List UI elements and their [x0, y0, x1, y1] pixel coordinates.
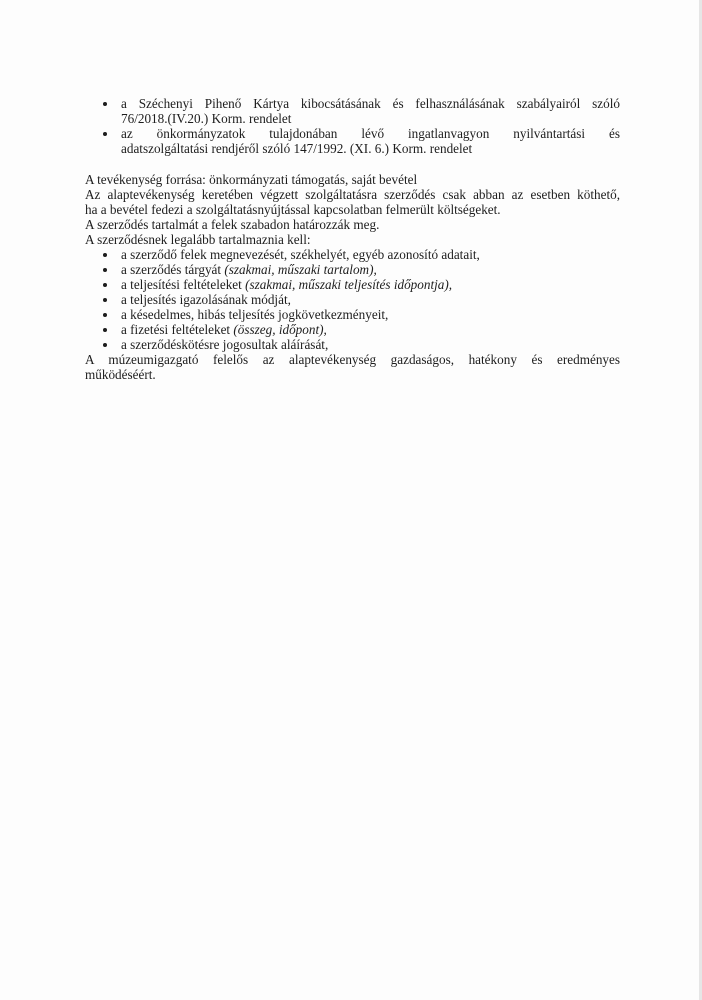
requirement-text: a szerződéskötésre jogosultak aláírását, — [121, 337, 329, 352]
regulation-item — [85, 96, 620, 126]
document-body — [85, 96, 620, 382]
regulation-line: adatszolgáltatási rendjéről szóló 147/1992. (XI. 6.) Korm. rendelet — [121, 141, 473, 156]
closing-line: A múzeumigazgató felelős az alaptevékenység gazdaságos, hatékony és eredményes — [85, 352, 620, 367]
bullet-icon — [103, 132, 107, 136]
bullet-icon — [103, 102, 107, 106]
bullet-icon — [103, 268, 107, 272]
requirement-text: a késedelmes, hibás teljesítés jogkövetkezményeit, — [121, 307, 389, 322]
requirement-item — [85, 337, 620, 352]
requirement-text: a teljesítési feltételeket — [121, 277, 246, 292]
requirement-text: a teljesítés igazolásának módját, — [121, 292, 291, 307]
requirement-note: (szakmai, műszaki tartalom), — [224, 262, 377, 277]
contract-intro-line: Az alaptevékenység keretében végzett szolgáltatásra szerződés csak abban az esetben köthető, — [85, 187, 620, 202]
funding-source-text: A tevékenység forrása: önkormányzati támogatás, saját bevétel — [85, 172, 418, 187]
requirement-text: a szerződés tárgyát — [121, 262, 225, 277]
bullet-icon — [103, 298, 107, 302]
paragraph-gap — [85, 156, 620, 172]
regulation-line: az önkormányzatok tulajdonában lévő ingatlanvagyon nyilvántartási és — [121, 126, 620, 141]
bullet-icon — [103, 343, 107, 347]
bullet-icon — [103, 253, 107, 257]
requirement-text: a fizetési feltételeket — [121, 322, 234, 337]
requirement-item — [85, 262, 620, 277]
requirement-item — [85, 322, 620, 337]
bullet-icon — [103, 283, 107, 287]
requirement-text: a szerződő felek megnevezését, székhelyét, egyéb azonosító adatait, — [121, 247, 480, 262]
contract-content-text: A szerződés tartalmát a felek szabadon határozzák meg. — [85, 217, 380, 232]
requirement-item — [85, 307, 620, 322]
minimum-content-heading: A szerződésnek legalább tartalmaznia kell: — [85, 232, 311, 247]
regulation-list — [85, 96, 620, 156]
requirement-note: (szakmai, műszaki teljesítés időpontja), — [245, 277, 453, 292]
bullet-icon — [103, 328, 107, 332]
contract-intro-line: ha a bevétel fedezi a szolgáltatásnyújtással kapcsolatban felmerült költségeket. — [85, 202, 501, 217]
requirement-item — [85, 292, 620, 307]
regulation-item — [85, 126, 620, 156]
regulation-line: a Széchenyi Pihenő Kártya kibocsátásának és felhasználásának szabályairól szóló — [121, 96, 620, 111]
requirement-item — [85, 277, 620, 292]
regulation-line: 76/2018.(IV.20.) Korm. rendelet — [121, 111, 292, 126]
requirement-note: (összeg, időpont), — [233, 322, 327, 337]
closing-line: működéséért. — [85, 367, 156, 382]
bullet-icon — [103, 313, 107, 317]
requirement-item — [85, 247, 620, 262]
requirements-list — [85, 247, 620, 352]
